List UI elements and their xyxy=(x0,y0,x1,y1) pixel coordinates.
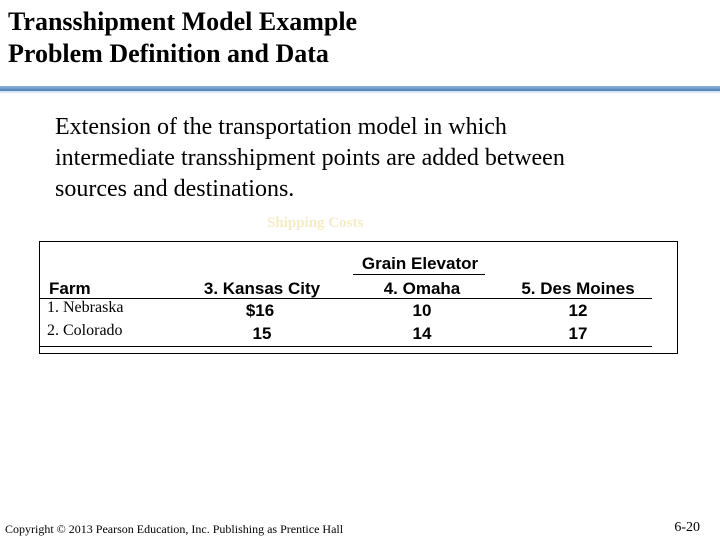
cell-colorado-kansas-city: 15 xyxy=(252,324,272,343)
column-header-omaha: 4. Omaha xyxy=(383,279,461,298)
table-bottom-rule xyxy=(40,346,652,347)
table-caption: Shipping Costs xyxy=(267,215,364,231)
cell-nebraska-omaha: 10 xyxy=(412,301,432,320)
slide-body-text xyxy=(55,112,695,205)
row-label-colorado: 2. Colorado xyxy=(47,322,123,339)
header-rule xyxy=(40,298,652,299)
cell-colorado-omaha: 14 xyxy=(412,324,432,343)
body-line-3: sources and destinations. xyxy=(55,176,295,202)
title-divider-shadow xyxy=(0,91,720,94)
slide-title-line-2: Problem Definition and Data xyxy=(8,39,329,68)
cell-nebraska-kansas-city: $16 xyxy=(245,301,275,320)
farm-column-header: Farm xyxy=(49,279,91,298)
column-header-kansas-city: 3. Kansas City xyxy=(203,279,321,298)
slide-number: 6-20 xyxy=(674,520,700,535)
group-header-underline xyxy=(353,274,485,275)
body-line-1: Extension of the transportation model in which xyxy=(55,114,507,140)
slide-title-line-1: Transshipment Model Example xyxy=(8,7,358,36)
grain-elevator-header: Grain Elevator xyxy=(361,254,479,273)
slide-title xyxy=(8,6,357,70)
row-label-nebraska: 1. Nebraska xyxy=(47,299,124,316)
copyright-footer: Copyright © 2013 Pearson Education, Inc. Publishing as Prentice Hall xyxy=(5,522,344,536)
column-header-des-moines: 5. Des Moines xyxy=(521,279,635,298)
body-line-2: intermediate transshipment points are added between xyxy=(55,145,565,171)
cell-colorado-des-moines: 17 xyxy=(568,324,588,343)
shipping-cost-table xyxy=(39,241,678,354)
cell-nebraska-des-moines: 12 xyxy=(568,301,588,320)
